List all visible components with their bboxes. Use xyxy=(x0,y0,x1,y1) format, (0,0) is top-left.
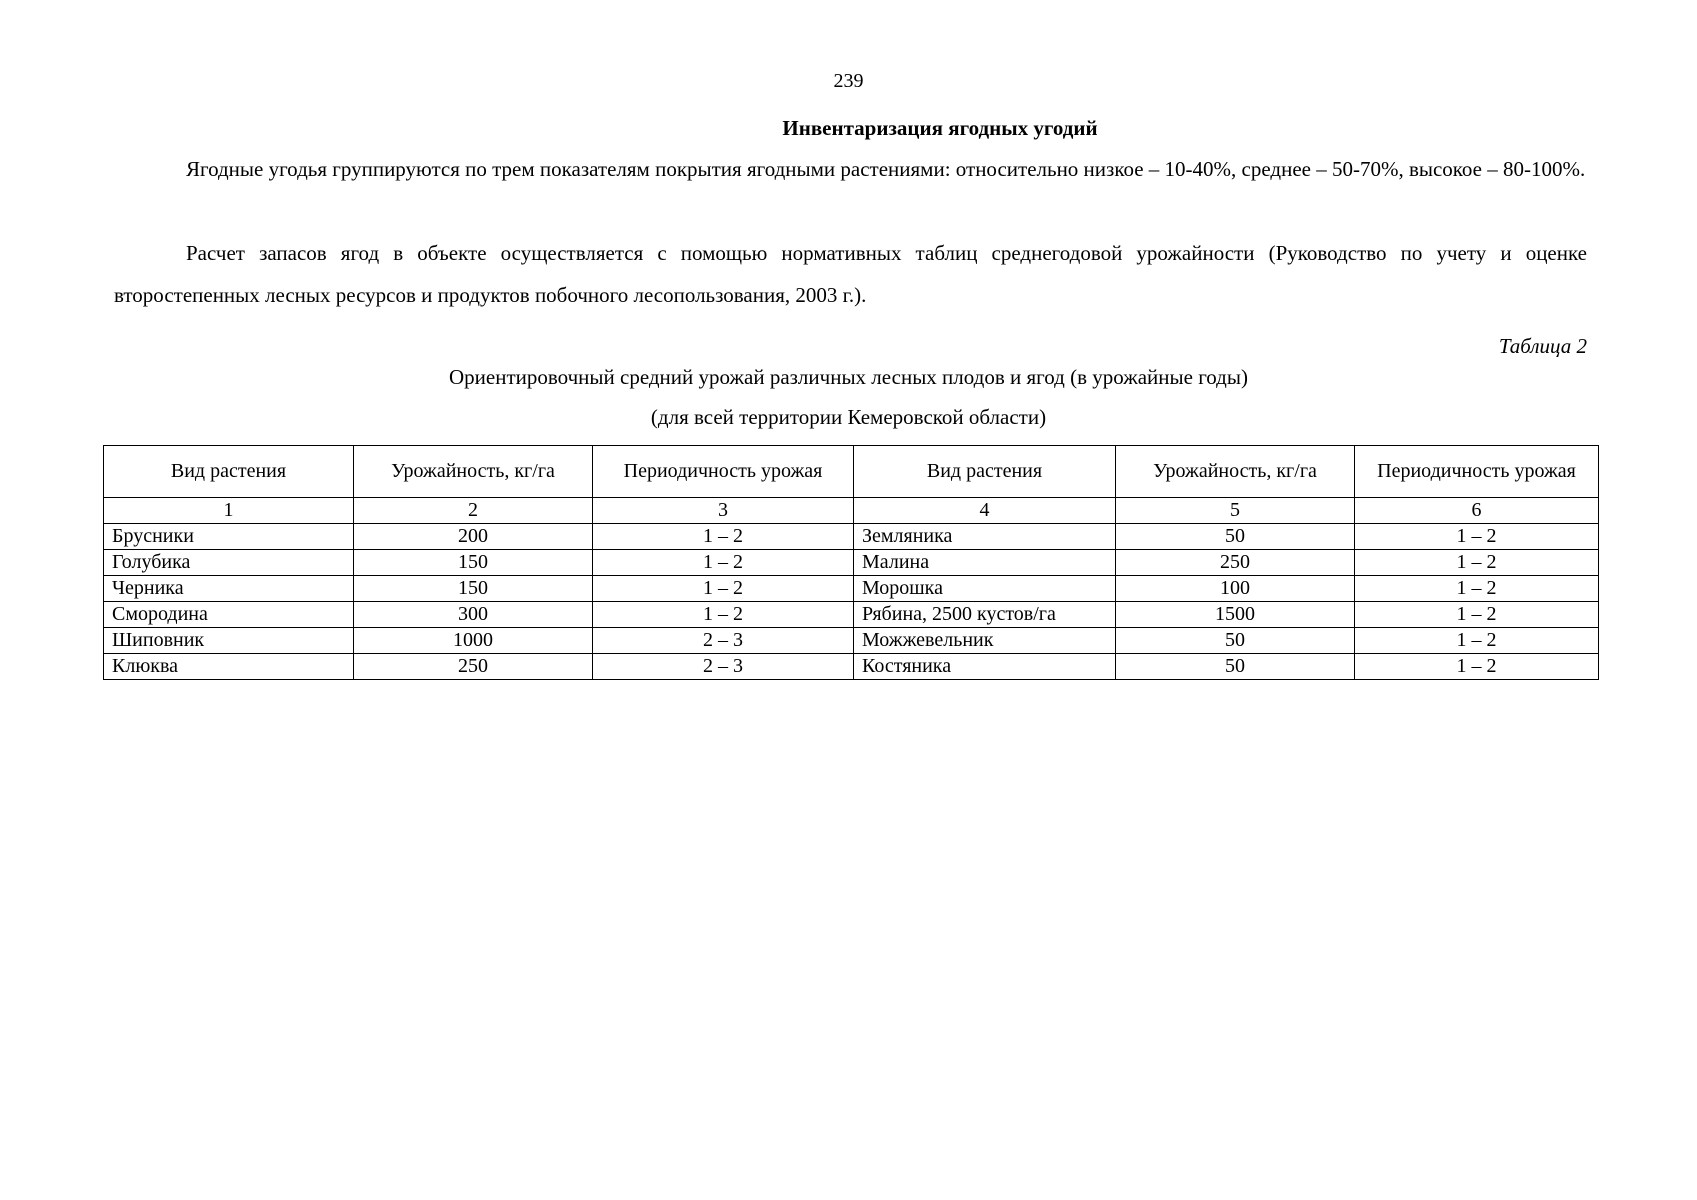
column-number: 5 xyxy=(1116,498,1355,524)
column-header: Периодичность урожая xyxy=(1355,446,1599,498)
table-cell: Смородина xyxy=(104,602,354,628)
column-header: Периодичность урожая xyxy=(593,446,854,498)
table-row xyxy=(104,524,1599,550)
paragraph-coverage-groups: Ягодные угодья группируются по трем показателям покрытия ягодными растениями: относительно низкое – 10-40%, среднее – 50-70%, высокое – 80-100%. xyxy=(186,157,1586,181)
yield-table xyxy=(103,445,1599,680)
table-cell: 200 xyxy=(354,524,593,550)
table-cell: 100 xyxy=(1116,576,1355,602)
table-cell: 300 xyxy=(354,602,593,628)
column-number: 4 xyxy=(854,498,1116,524)
column-header: Вид растения xyxy=(854,446,1116,498)
table-cell: 50 xyxy=(1116,628,1355,654)
table-cell: 1 – 2 xyxy=(593,576,854,602)
table-cell: Рябина, 2500 кустов/га xyxy=(854,602,1116,628)
table-cell: 1 – 2 xyxy=(1355,550,1599,576)
column-header: Урожайность, кг/га xyxy=(354,446,593,498)
table-cell: Голубика xyxy=(104,550,354,576)
table-row xyxy=(104,654,1599,680)
table-label: Таблица 2 xyxy=(1498,334,1587,358)
table-cell: 50 xyxy=(1116,524,1355,550)
column-number: 1 xyxy=(104,498,354,524)
table-cell: 1 – 2 xyxy=(1355,524,1599,550)
page-number: 239 xyxy=(833,70,864,92)
table-header-row xyxy=(104,446,1599,498)
table-caption-line2: (для всей территории Кемеровской области) xyxy=(650,405,1047,429)
table-cell: 1 – 2 xyxy=(1355,628,1599,654)
table-cell: 1 – 2 xyxy=(593,602,854,628)
table-cell: 2 – 3 xyxy=(593,654,854,680)
table-row xyxy=(104,602,1599,628)
column-header: Урожайность, кг/га xyxy=(1116,446,1355,498)
table-cell: 1 – 2 xyxy=(1355,576,1599,602)
table-cell: 150 xyxy=(354,550,593,576)
table-cell: Земляника xyxy=(854,524,1116,550)
column-number: 6 xyxy=(1355,498,1599,524)
table-cell: 1000 xyxy=(354,628,593,654)
table-cell: 50 xyxy=(1116,654,1355,680)
section-heading: Инвентаризация ягодных угодий xyxy=(782,116,1098,140)
table-cell: 1 – 2 xyxy=(1355,602,1599,628)
table-cell: Морошка xyxy=(854,576,1116,602)
table-cell: Брусники xyxy=(104,524,354,550)
table-cell: Черника xyxy=(104,576,354,602)
table-cell: 150 xyxy=(354,576,593,602)
table-cell: 2 – 3 xyxy=(593,628,854,654)
table-cell: Костяника xyxy=(854,654,1116,680)
table-cell: Шиповник xyxy=(104,628,354,654)
column-number: 3 xyxy=(593,498,854,524)
column-number: 2 xyxy=(354,498,593,524)
paragraph-reserve-calculation: Расчет запасов ягод в объекте осуществляется с помощью нормативных таблиц среднегодовой урожайности (Руководство по учету и оценке второстепенных лесных ресурсов и продуктов побочного лесопользования, 2003 г.). xyxy=(114,241,1587,307)
table-caption-line1: Ориентировочный средний урожай различных лесных плодов и ягод (в урожайные годы) xyxy=(449,365,1248,389)
table-cell: 250 xyxy=(354,654,593,680)
table-row xyxy=(104,576,1599,602)
table-cell: 1 – 2 xyxy=(1355,654,1599,680)
table-row xyxy=(104,628,1599,654)
table-cell: Можжевельник xyxy=(854,628,1116,654)
table-cell: 1500 xyxy=(1116,602,1355,628)
table-column-number-row xyxy=(104,498,1599,524)
table-cell: Клюква xyxy=(104,654,354,680)
table-cell: 1 – 2 xyxy=(593,550,854,576)
table-row xyxy=(104,550,1599,576)
table-cell: Малина xyxy=(854,550,1116,576)
column-header: Вид растения xyxy=(104,446,354,498)
table-cell: 1 – 2 xyxy=(593,524,854,550)
table-cell: 250 xyxy=(1116,550,1355,576)
